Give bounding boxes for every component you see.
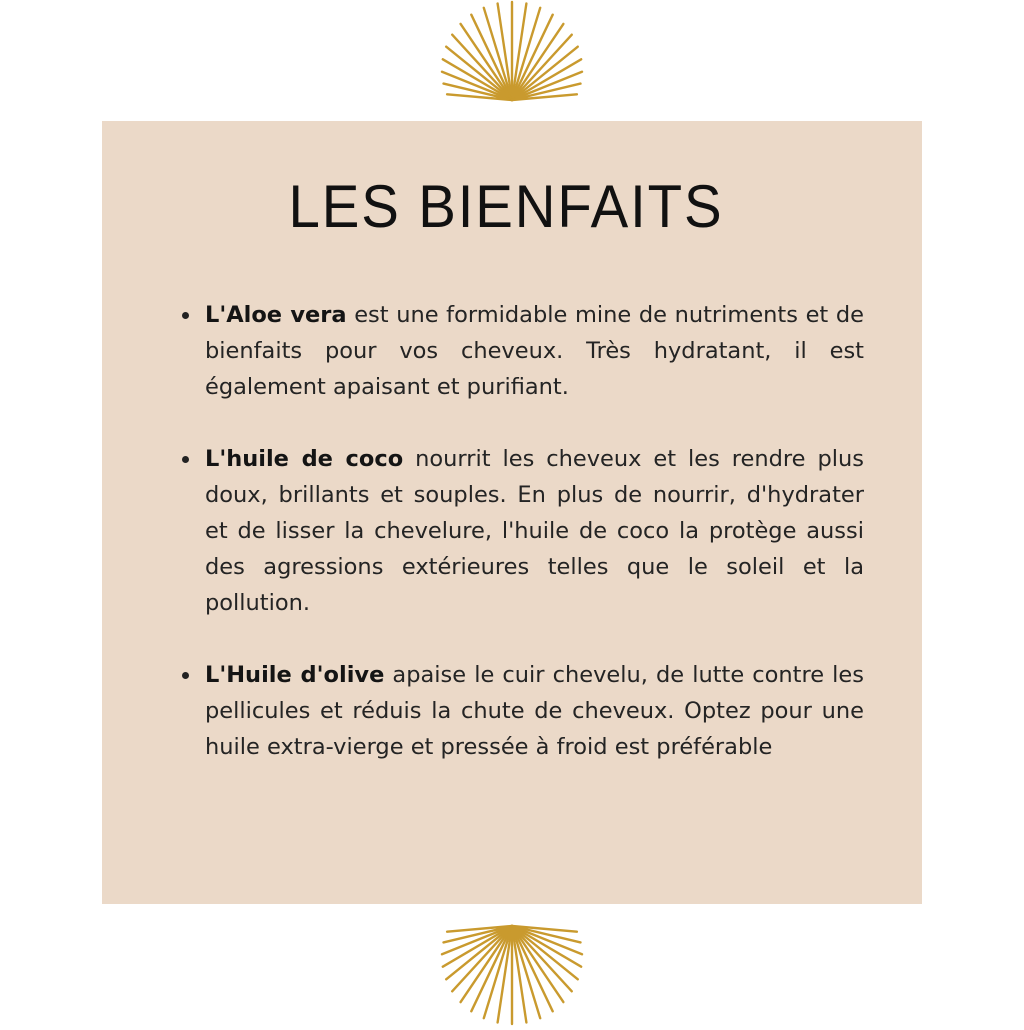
bullet-icon — [182, 456, 189, 463]
benefit-text: est une formidable mine de nutriments et de bienfaits pour vos cheveux. Très hydratant, il est également apaisant et purifiant. — [205, 302, 864, 400]
benefit-term: L'Aloe vera — [205, 302, 347, 328]
benefit-item-coconut-oil — [180, 441, 864, 621]
bullet-icon — [182, 312, 189, 319]
benefit-item-aloe-vera — [180, 297, 864, 405]
benefit-term: L'huile de coco — [205, 446, 404, 472]
page-title: LES BIENFAITS — [288, 173, 724, 240]
sunburst-icon — [400, 918, 624, 1030]
benefits-list — [180, 297, 864, 765]
bullet-icon — [182, 672, 189, 679]
benefit-term: L'Huile d'olive — [205, 662, 385, 688]
benefit-text: nourrit les cheveux et les rendre plus doux, brillants et souples. En plus de nourrir, d'hydrater et de lisser la chevelure, l'huile de coco la protège aussi des agressions extérieures telles que le soleil et la pollution. — [205, 446, 864, 616]
benefit-text: apaise le cuir chevelu, de lutte contre les pellicules et réduis la chute de cheveux. Optez pour une huile extra-vierge et pressée à froid est préférable — [205, 662, 865, 760]
benefit-item-olive-oil — [180, 657, 864, 765]
sunburst-icon — [400, 0, 624, 106]
